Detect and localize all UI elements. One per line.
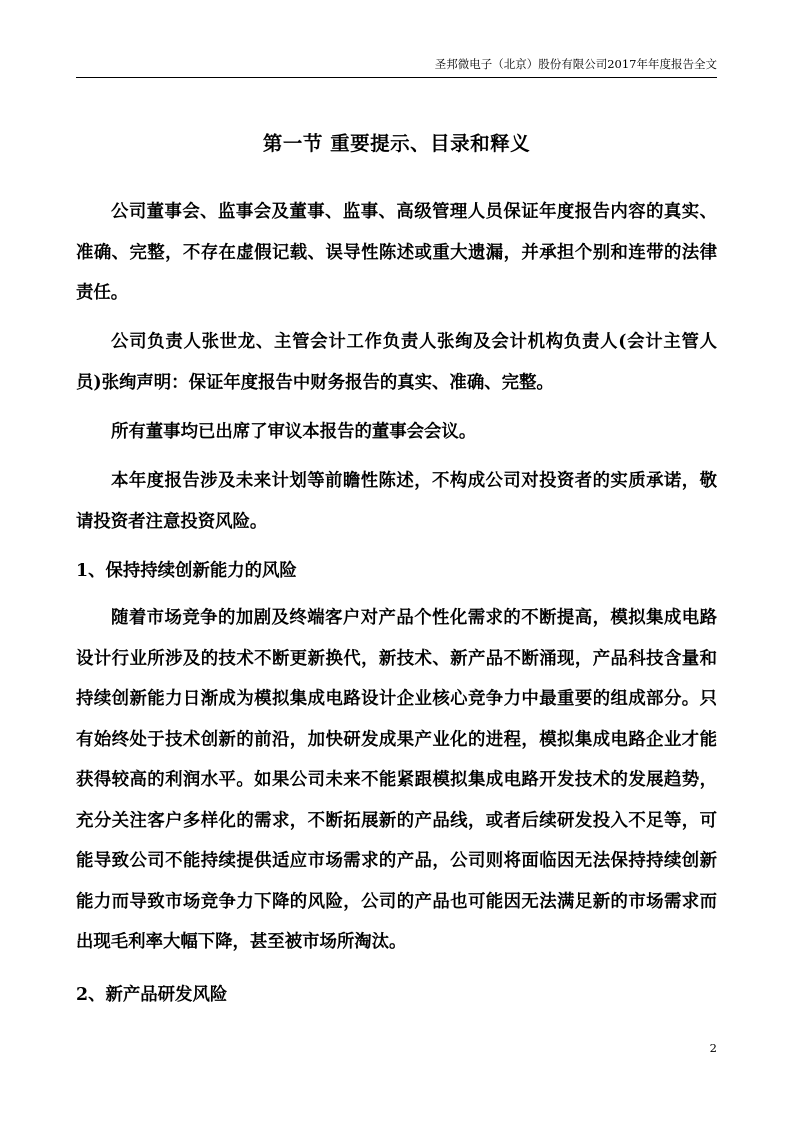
header-text: 圣邦微电子（北京）股份有限公司2017年年度报告全文 [434,57,717,71]
paragraph-officers-declaration: 公司负责人张世龙、主管会计工作负责人张绚及会计机构负责人(会计主管人员)张绚声明：保证年度报告中财务报告的真实、准确、完整。 [76,332,717,393]
section-title: 第一节 重要提示、目录和释义 [262,132,531,155]
page-number: 2 [709,1041,717,1055]
paragraph-responsibility-statement: 公司董事会、监事会及董事、监事、高级管理人员保证年度报告内容的真实、准确、完整，不存在虚假记载、误导性陈述或重大遗漏，并承担个别和连带的法律责任。 [76,202,717,303]
risk-heading-new-product: 2、新产品研发风险 [76,985,228,1005]
paragraph-forward-looking-statement: 本年度报告涉及未来计划等前瞻性陈述，不构成公司对投资者的实质承诺，敬请投资者注意投资风险。 [76,471,717,532]
risk-body-innovation: 随着市场竞争的加剧及终端客户对产品个性化需求的不断提高，模拟集成电路设计行业所涉及的技术不断更新换代，新技术、新产品不断涌现，产品科技含量和持续创新能力日渐成为模拟集成电路设计企业核心竞争力中最重要的组成部分。只有始终处于技术创新的前沿，加快研发成果产业化的进程，模拟集成电路企业才能获得较高的利润水平。如果公司未来不能紧跟模拟集成电路开发技术的发展趋势，充分关注客户多样化的需求，不断拓展新的产品线，或者后续研发投入不足等，可能导致公司不能持续提供适应市场需求的产品，公司则将面临因无法保持持续创新能力而导致市场竞争力下降的风险，公司的产品也可能因无法满足新的市场需求而出现毛利率大幅下降，甚至被市场所淘汰。 [76,608,717,952]
paragraph-board-attendance: 所有董事均已出席了审议本报告的董事会会议。 [111,422,477,442]
risk-heading-innovation: 1、保持持续创新能力的风险 [76,561,297,581]
page-header [76,55,717,78]
